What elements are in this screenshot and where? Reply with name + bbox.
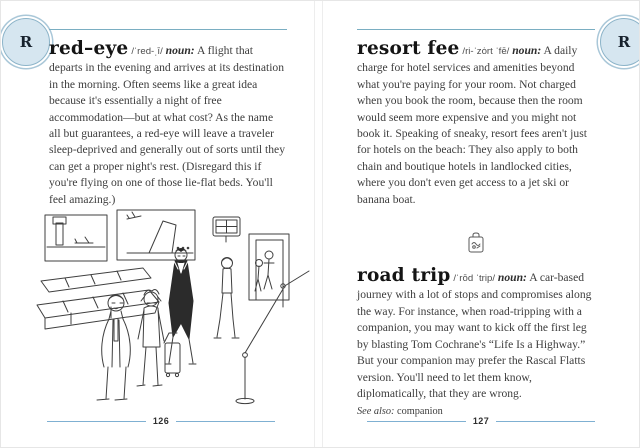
page-number: 127 [472,416,490,426]
plane-tail [149,221,176,253]
section-divider [357,222,595,262]
right-page [321,1,640,448]
footer-rule [176,421,275,422]
rolling-suitcase [164,333,180,377]
entry-headword: resort fee [357,38,460,59]
entry-part-of-speech: noun: [165,44,195,57]
entry-definition: A car-based journey with a lot of stops and compromises along the way. For instance, when road-tripping with a companion, you may want to kick off the first leg by blasting Tom Cochrane's “Life Is a Highway.” But your companion may prefer the Rascal Flatts version. You'll need to let them know, diplomatically, that they are wrong. [357,271,592,400]
entry-top-rule [49,29,287,30]
entry-resort-fee [357,38,595,208]
page-gutter [314,1,323,447]
mid-traveler [214,258,239,339]
left-page-footer [47,416,275,426]
entry-red-eye [49,38,287,208]
left-page [1,1,321,448]
entry-headword: red–eye [49,38,129,59]
distant-travelers [255,251,274,291]
window-frame [45,215,107,261]
small-plane [75,237,93,243]
letter-tab-label: R [617,33,631,51]
tired-man [97,295,130,400]
entry-part-of-speech: noun: [512,44,542,57]
airport-illustration [31,207,313,409]
entry-definition: A flight that departs in the evening and arrives at its destination in the morning. Often seems like a great idea because it's essentially a night of free accommodation—but at what cost? As the name all but guarantees, a red-eye will leave a traveler sleep-deprived and generally out of sorts until they can get a proper night's rest. (Disregard this if you're flying on one of those lie-flat beds. You'll feel amazing.) [49,44,285,206]
page-number: 126 [152,416,170,426]
letter-tab-label: R [19,33,33,51]
see-also-label: See also: [357,406,395,418]
flying-plane [127,212,141,219]
scarf [114,319,118,341]
right-page-footer [367,416,595,426]
footer-rule [367,421,466,422]
tired-woman [137,290,164,386]
entry-pronunciation: /ˈrōd ˈtrip/ [453,273,496,285]
seating-rows [37,268,159,329]
entry-pronunciation: /ˈred-ˌī/ [131,46,163,57]
entry-part-of-speech: noun: [497,271,527,285]
stanchion-rope [236,271,309,404]
suitcase-icon [466,231,486,254]
footer-rule [47,421,146,422]
entry-headword: road trip [357,265,451,287]
see-also-term: companion [397,406,443,418]
entry-pronunciation: /ri-ˈzȯrt ˈfē/ [462,46,510,57]
entry-top-rule [357,29,595,30]
footer-rule [496,421,595,422]
entry-road-trip [357,265,595,402]
departure-board [213,217,240,242]
entry-definition: A daily charge for hotel services and amenities beyond what you're paying for your room. Not charged when you book the room, because then the room would seem more expensive and you might not book it. Speaking of sneaky, resort fees aren't just for hotels on the beach: They also apply to both chain and boutique hotels in landlocked cities, where you don't even get access to a jet ski or banana boat. [357,44,587,206]
